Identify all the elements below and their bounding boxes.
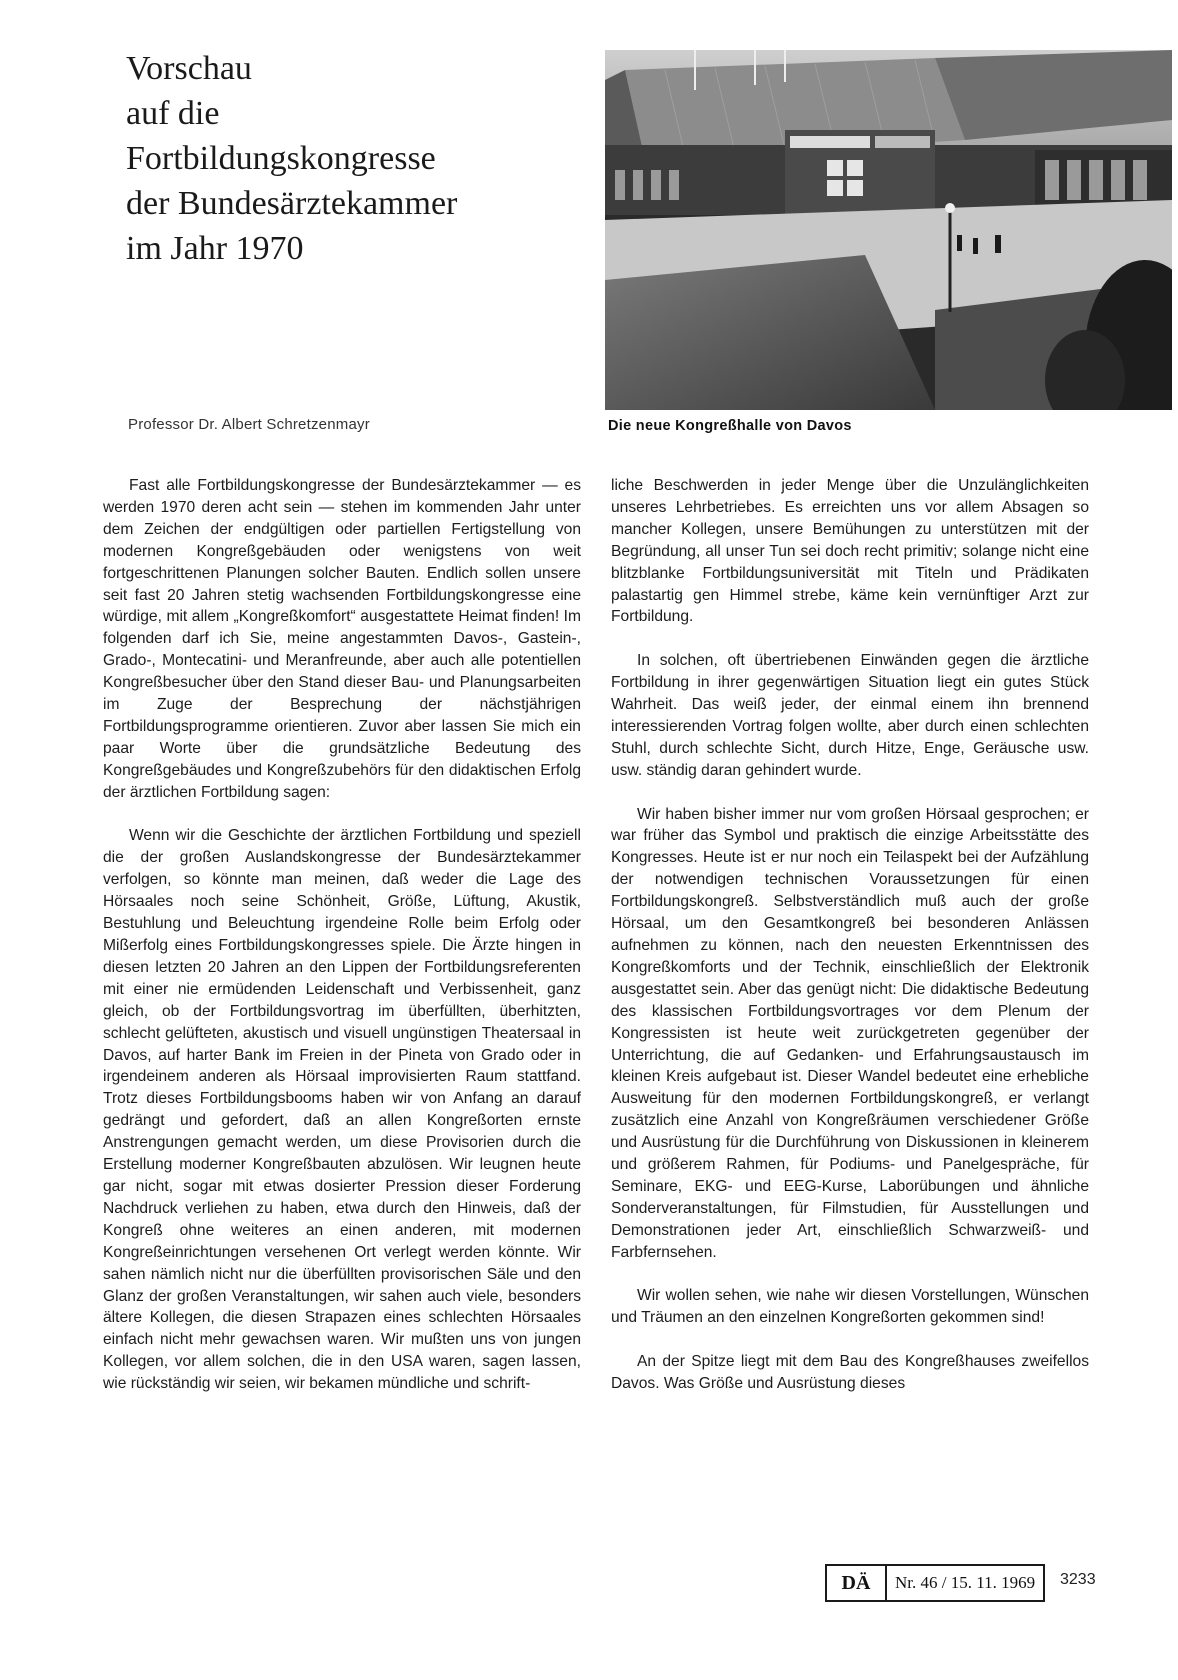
article-title <box>126 46 606 271</box>
paragraph: Wenn wir die Geschichte der ärztlichen Fortbildung und speziell die der großen Auslandskongresse der Bundesärztekammer verfolgen, so könnte man meinen, daß weder die Lage des Hörsaales noch seine Schönheit, Größe, Lüftung, Akustik, Bestuhlung und Beleuchtung irgendeine Rolle beim Erfolg oder Mißerfolg eines Fortbildungskongresses spiele. Die Ärzte hingen in diesen letzten 20 Jahren an den Lippen der Fortbildungsreferenten mit einer nie ermüdenden Leidenschaft und Verbissenheit, ganz gleich, ob der Fortbildungsvortrag im überfüllten, überhitzten, schlecht gelüfteten, akustisch und visuell ungünstigen Theatersaal in Davos, auf harter Bank im Freien in der Pineta von Grado oder in irgendeinem anderen als Hörsaal improvisierten Raum stattfand. Trotz dieses Fortbildungsbooms haben wir von Anfang an darauf gedrängt und gefordert, daß an allen Kongreßorten ernste Anstrengungen gemacht werden, um diese Provisorien durch die Erstellung moderner Kongreßbauten abzulösen. Wir leugnen heute gar nicht, sogar mit etwas dosierter Pression dieser Forderung Nachdruck verliehen zu haben, etwa durch den Hinweis, daß der Kongreß ohne weiteres an einen anderen, mit modernen Kongreßeinrichtungen versehenen Ort verlegt werden könnte. Wir sahen nämlich nicht nur die überfüllten provisorischen Säle und den Glanz der großen Veranstaltungen, wir sahen auch viele, besonders ältere Kollegen, die diesen Strapazen eines schlechten Hörsaales einfach nicht mehr gewachsen waren. Wir mußten uns von jungen Kollegen, vor allem solchen, die in den USA waren, sagen lassen, wie rückständig wir seien, wir bekamen mündliche und schrift- <box>103 827 581 1393</box>
title-line: auf die <box>126 95 220 132</box>
title-line: der Bundesärztekammer <box>126 185 458 222</box>
paragraph: An der Spitze liegt mit dem Bau des Kongreßhauses zweifellos Davos. Was Größe und Ausrüstung dieses <box>611 1353 1089 1393</box>
page-number: 3233 <box>1060 1571 1096 1588</box>
author-byline: Professor Dr. Albert Schretzenmayr <box>128 416 370 433</box>
photo-illustration <box>605 50 1172 410</box>
paragraph: Wir haben bisher immer nur vom großen Hörsaal gesprochen; er war früher das Symbol und praktisch die einzige Arbeitsstätte des Kongresses. Heute ist er nur noch ein Teilaspekt bei der Aufzählung der notwendigen technischen Voraussetzungen für einen Fortbildungskongreß. Selbstverständlich muß auch der große Hörsaal, um den Gesamtkongreß bei besonderen Anlässen aufnehmen zu können, nach den neuesten Erkenntnissen des Kongreßkomforts und der Technik, einschließlich der Elektronik ausgestattet sein. Aber das genügt nicht: Die didaktische Bedeutung des klassischen Fortbildungsvortrages vor dem Plenum der Kongressisten ist heute weit zurückgetreten gegenüber der Unterrichtung, die auf Gedanken- und Erfahrungsaustausch im kleinen Kreis aufgebaut ist. Dieser Wandel bedeutet eine erhebliche Ausweitung für den modernen Fortbildungskongreß, er verlangt zusätzlich eine Anzahl von Kongreßräumen verschiedener Größe und Ausrüstung für die Durchführung von Diskussionen in kleinerem und größerem Rahmen, für Podiums- und Panelgespräche, für Seminare, EKG- und EEG-Kurse, Laborübungen und ähnliche Sonderveranstaltungen, für Filmstudien, für Ausstellungen und Demonstrationen jeder Art, einschließlich Schwarzweiß- und Farbfernsehen. <box>611 805 1089 1261</box>
text-column-left <box>103 475 581 1417</box>
title-line: Vorschau <box>126 50 252 87</box>
paragraph: liche Beschwerden in jeder Menge über die Unzulänglichkeiten unseres Lehrbetriebes. Es erreichten uns vor allem Absagen so mancher Kollegen, unsere Bemühungen zu unterstützen mit der Begründung, all unser Tun sei doch recht primitiv; solange nicht eine blitzblanke Fortbildungsuniversität mit Titeln und Prädikaten palastartig gen Himmel strebe, käme kein vernünftiger Arzt zur Fortbildung. <box>611 477 1089 626</box>
title-line: Fortbildungskongresse <box>126 140 436 177</box>
paragraph: Fast alle Fortbildungskongresse der Bundesärztekammer — es werden 1970 deren acht sein — stehen im kommenden Jahr unter dem Zeichen der endgültigen oder partiellen Fertigstellung von modernen Kongreßgebäuden oder wenigstens von weit fortgeschrittenen Planungen solcher Bauten. Endlich sollen unsere seit fast 20 Jahren stetig wachsenden Fortbildungskongresse eine würdige, mit allem „Kongreßkomfort“ ausgestattete Heimat finden! Im folgenden darf ich Sie, meine angestammten Davos-, Gastein-, Grado-, Montecatini- und Meranfreunde, aber auch alle potentiellen Kongreßbesucher über den Stand dieser Bau- und Planungsarbeiten im Zuge der Besprechung der nächstjährigen Fortbildungsprogramme orientieren. Zuvor aber lassen Sie mich ein paar Worte über die grundsätzliche Bedeutung des Kongreßgebäudes und Kongreßzubehörs für den didaktischen Erfolg der ärztlichen Fortbildung sagen: <box>103 477 581 801</box>
journal-footer <box>825 1564 1045 1602</box>
text-column-right <box>611 475 1089 1417</box>
paragraph: In solchen, oft übertriebenen Einwänden gegen die ärztliche Fortbildung in ihrer gegenwärtigen Situation liegt ein gutes Stück Wahrheit. Das weiß jeder, der einmal einem ihn brennend interessierenden Vortrag folgen wollte, aber durch einen schlechten Stuhl, durch schlechte Sicht, durch Hitze, Enge, Geräusche usw. usw. ständig daran gehindert wurde. <box>611 652 1089 779</box>
kongresshalle-photo <box>605 50 1172 410</box>
title-line: im Jahr 1970 <box>126 230 304 267</box>
paragraph: Wir wollen sehen, wie nahe wir diesen Vorstellungen, Wünschen und Träumen an den einzelnen Kongreßorten gekommen sind! <box>611 1287 1089 1327</box>
issue-info: Nr. 46 / 15. 11. 1969 <box>895 1573 1036 1592</box>
photo-caption: Die neue Kongreßhalle von Davos <box>608 418 852 434</box>
journal-logo: DÄ <box>827 1566 887 1600</box>
